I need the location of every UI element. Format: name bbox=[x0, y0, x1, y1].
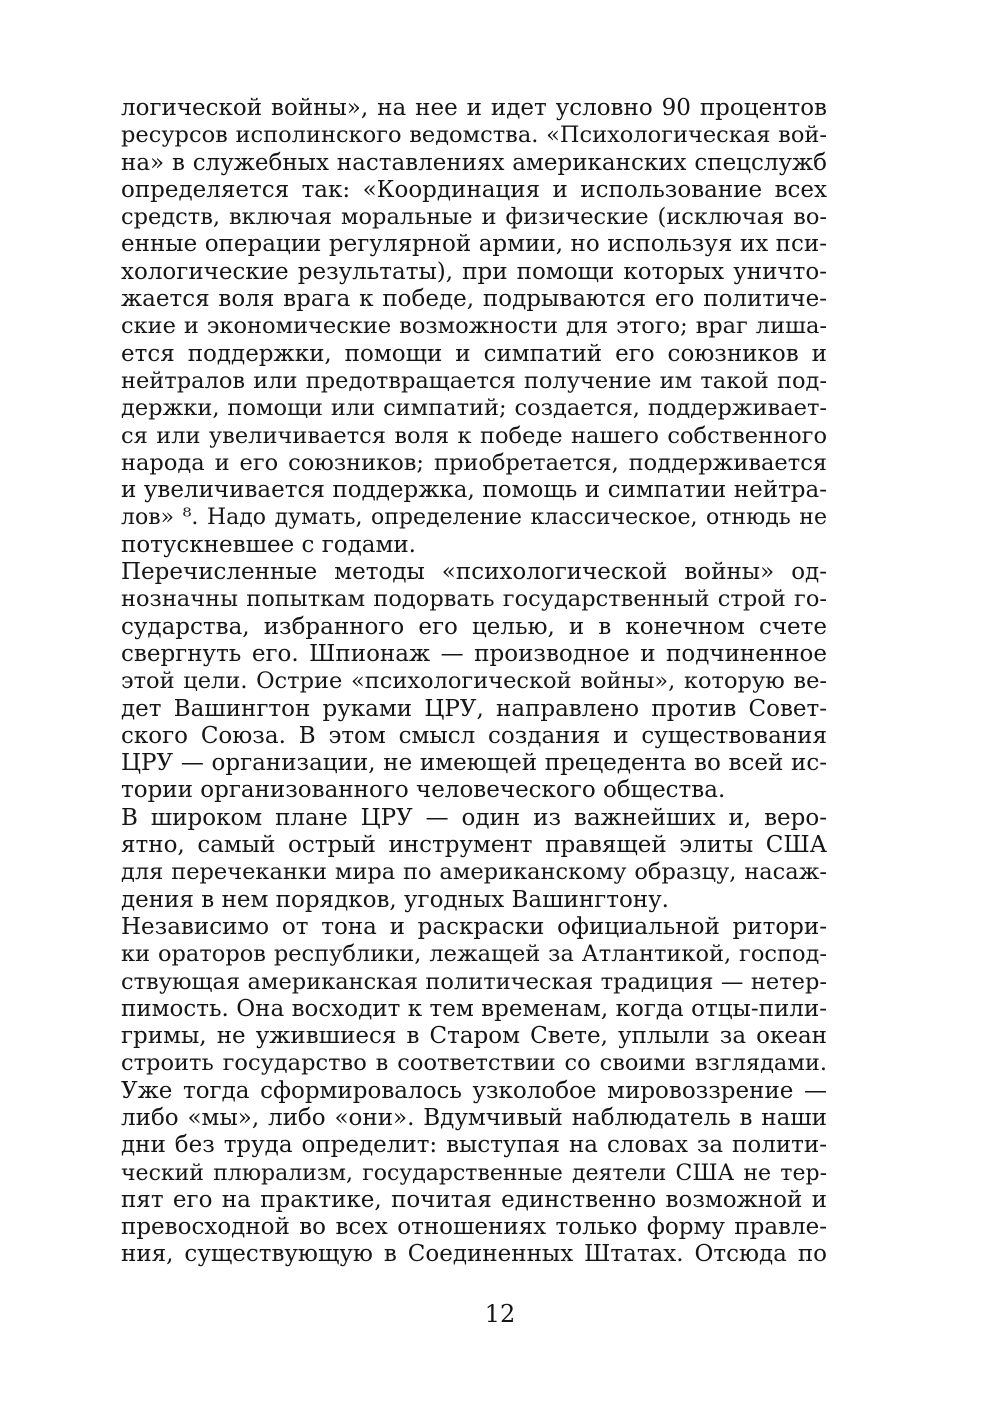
text-line: превосходной во всех отношениях только форму правле- bbox=[121, 1214, 827, 1241]
text-line: определяется так: «Координация и использование всех bbox=[121, 176, 827, 203]
text-line: дет Вашингтон руками ЦРУ, направлено против Совет- bbox=[121, 695, 827, 722]
text-line: ки ораторов республики, лежащей за Атлантикой, господ- bbox=[121, 941, 827, 968]
text-line: свергнуть его. Шпионаж — производное и подчиненное bbox=[121, 640, 827, 667]
text-line: пят его на практике, почитая единственно возможной и bbox=[121, 1186, 827, 1213]
text-line: енные операции регулярной армии, но используя их пси- bbox=[121, 231, 827, 258]
text-line: ские и экономические возможности для этого; враг лиша- bbox=[121, 313, 827, 340]
text-line: этой цели. Острие «психологической войны», которую ве- bbox=[121, 668, 827, 695]
text-line: потускневшее с годами. bbox=[121, 531, 416, 558]
text-line: ся или увеличивается воля к победе нашего собственного bbox=[121, 422, 827, 449]
text-line: ЦРУ — организации, не имеющей прецедента во всей ис- bbox=[121, 750, 827, 777]
paragraph-2 bbox=[121, 559, 827, 805]
text-line: нейтралов или предотвращается получение им такой под- bbox=[121, 367, 827, 394]
text-line: дни без труда определит: выступая на словах за полити- bbox=[121, 1132, 827, 1159]
text-line: держки, помощи или симпатий; создается, поддерживает- bbox=[121, 395, 827, 422]
page-body bbox=[121, 95, 827, 1269]
text-line: средств, включая моральные и физические (исключая во- bbox=[121, 204, 827, 231]
text-line: строить государство в соответствии со своими взглядами. bbox=[121, 1050, 827, 1077]
text-line: ского Союза. В этом смысл создания и существования bbox=[121, 722, 827, 749]
text-line: народа и его союзников; приобретается, поддерживается bbox=[121, 449, 827, 476]
text-line: и увеличивается поддержка, помощь и симпатии нейтра- bbox=[121, 477, 827, 504]
text-line: ния, существующую в Соединенных Штатах. Отсюда по bbox=[121, 1241, 827, 1268]
text-line: гримы, не ужившиеся в Старом Свете, уплыли за океан bbox=[121, 1023, 827, 1050]
text-line: логической войны», на нее и идет условно 90 процентов bbox=[121, 95, 827, 121]
page-number: 12 bbox=[484, 1300, 516, 1328]
text-line: тории организованного человеческого общества. bbox=[121, 777, 726, 804]
text-line: ется поддержки, помощи и симпатий его союзников и bbox=[121, 340, 827, 367]
paragraph-4 bbox=[121, 914, 827, 1269]
text-line: сударства, избранного его целью, и в конечном счете bbox=[121, 613, 827, 640]
text-line: Независимо от тона и раскраски официальной ритори- bbox=[121, 913, 827, 940]
text-line: Уже тогда сформировалось узколобое мировоззрение — bbox=[121, 1077, 827, 1104]
text-line: для перечеканки мира по американскому образцу, насаж- bbox=[121, 859, 827, 886]
text-line: ятно, самый острый инструмент правящей элиты США bbox=[121, 832, 827, 859]
text-line: жается воля врага к победе, подрываются его политиче- bbox=[121, 286, 827, 313]
paragraph-3 bbox=[121, 805, 827, 914]
text-line: на» в служебных наставлениях американских спецслужб bbox=[121, 149, 827, 176]
paragraph-1 bbox=[121, 95, 827, 559]
text-line: Перечисленные методы «психологической войны» од- bbox=[121, 559, 827, 586]
text-line: дения в нем порядков, угодных Вашингтону. bbox=[121, 886, 669, 913]
text-line: хологические результаты), при помощи которых уничто- bbox=[121, 258, 827, 285]
text-line: ческий плюрализм, государственные деятели США не тер- bbox=[121, 1160, 827, 1186]
text-line: ствующая американская политическая традиция — нетер- bbox=[121, 968, 827, 995]
text-line: пимость. Она восходит к тем временам, когда отцы-пили- bbox=[121, 995, 827, 1022]
text-line: либо «мы», либо «они». Вдумчивый наблюдатель в наши bbox=[121, 1104, 827, 1131]
text-line: В широком плане ЦРУ — один из важнейших и, веро- bbox=[121, 804, 827, 831]
text-line: ресурсов исполинского ведомства. «Психологическая вой- bbox=[121, 122, 827, 149]
text-line: лов» ⁸. Надо думать, определение классическое, отнюдь не bbox=[121, 505, 827, 531]
text-line: нозначны попыткам подорвать государственный строй го- bbox=[121, 586, 827, 613]
